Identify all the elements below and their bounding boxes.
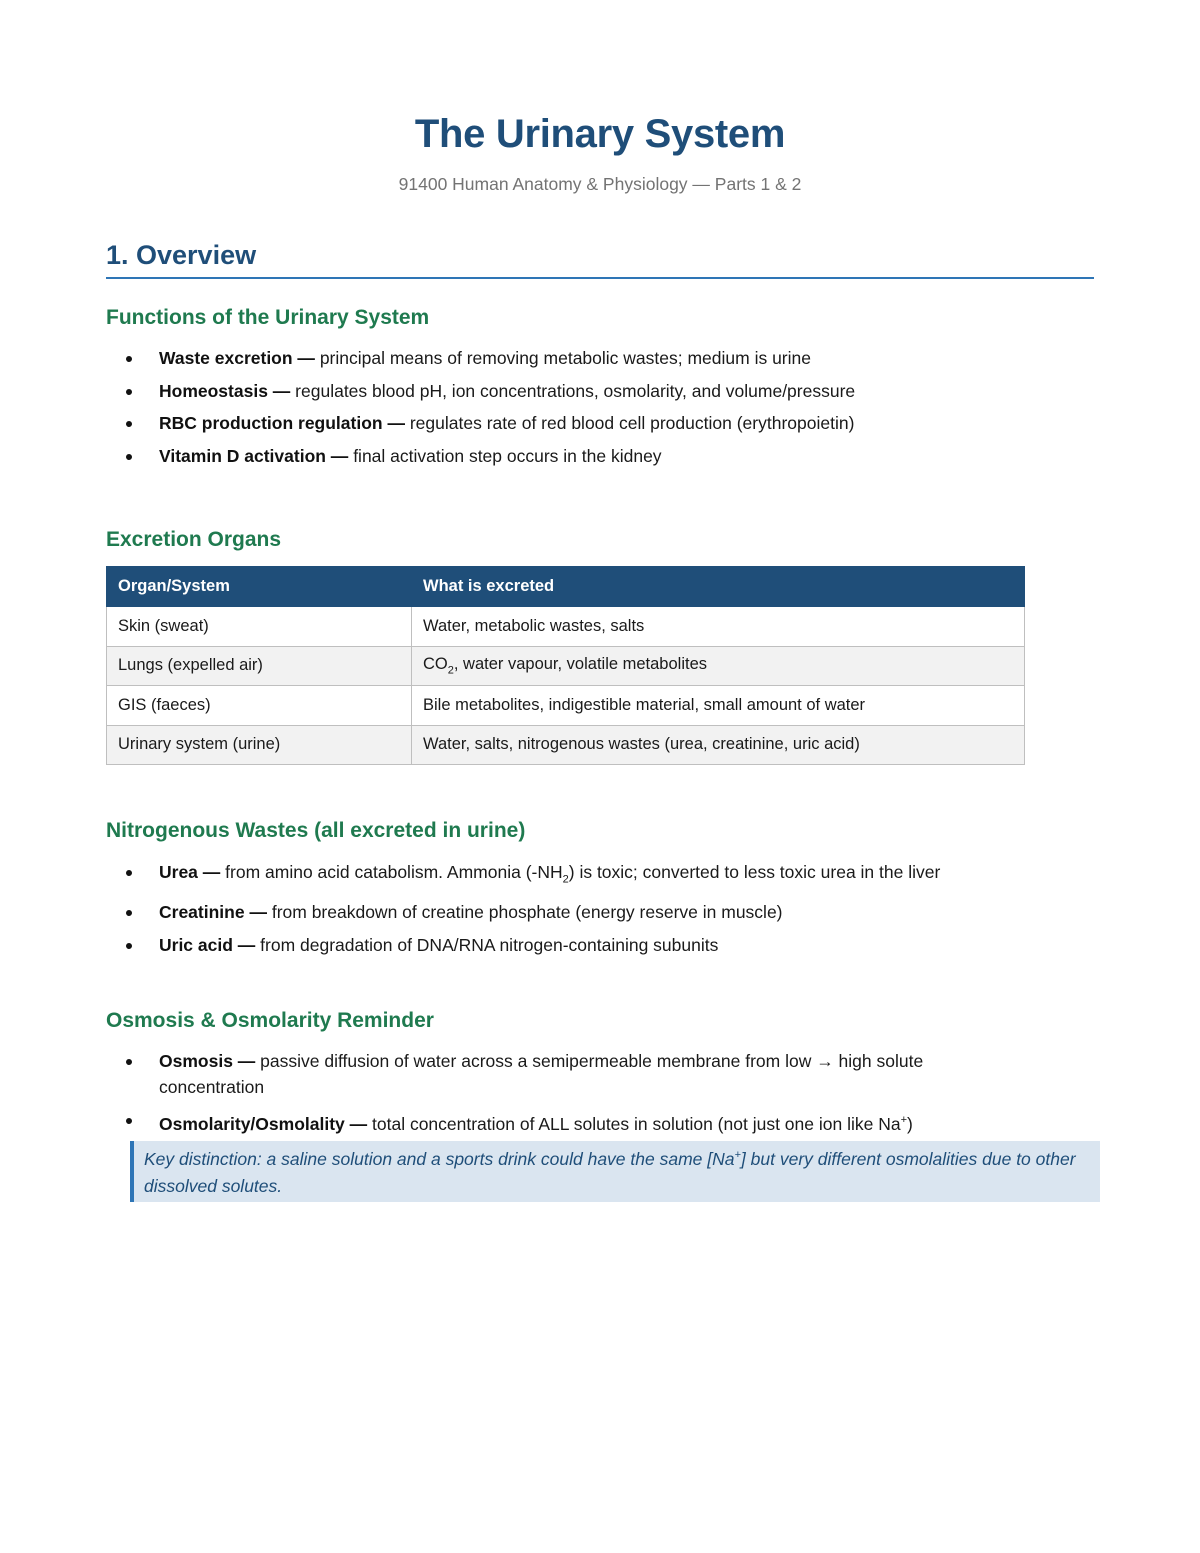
functions-list: [106, 345, 1066, 475]
table-cell-organ: Lungs (expelled air): [107, 646, 412, 686]
list-item: [106, 410, 1066, 436]
list-item: [106, 345, 1066, 371]
bullet-icon: [126, 870, 132, 876]
column-header: What is excreted: [412, 567, 1025, 607]
list-item: [106, 443, 1066, 469]
document-subtitle: 91400 Human Anatomy & Physiology — Parts 1 & 2: [398, 174, 802, 194]
subscript: 2: [562, 873, 569, 886]
excretion-table: [106, 566, 1025, 765]
functions-heading: Functions of the Urinary System: [106, 306, 430, 329]
bullet-icon: [126, 389, 132, 395]
item-term: Urea —: [159, 862, 221, 882]
item-text: regulates rate of red blood cell production (erythropoietin): [409, 413, 855, 433]
table-cell-excreted: [412, 646, 1025, 686]
list-item: [106, 899, 1066, 925]
superscript: +: [900, 1113, 908, 1126]
item-text: from breakdown of creatine phosphate (energy reserve in muscle): [271, 902, 783, 922]
list-item: [106, 859, 1066, 893]
item-text: passive diffusion of water across a semipermeable membrane from low → high solute concentration: [159, 1051, 924, 1097]
item-term: Vitamin D activation —: [159, 445, 349, 466]
superscript: +: [734, 1149, 741, 1161]
bullet-icon: [126, 356, 132, 362]
bullet-icon: [126, 943, 132, 949]
cell-text: CO: [423, 655, 448, 674]
item-text: principal means of removing metabolic wastes; medium is urine: [319, 348, 811, 368]
subscript: 2: [447, 664, 454, 677]
bullet-icon: [126, 454, 132, 460]
osmosis-list: [106, 1048, 1066, 1143]
callout-text: ] but very different osmolalities due to other dissolved solutes.: [144, 1148, 1076, 1196]
item-text: ) is toxic; converted to less toxic urea in the liver: [568, 862, 941, 882]
item-term: Uric acid —: [159, 934, 256, 955]
list-item: [106, 1048, 1066, 1100]
item-term: Waste excretion —: [159, 348, 315, 368]
table-row: [107, 725, 1025, 765]
list-item: [106, 932, 1066, 958]
table-cell-excreted: Bile metabolites, indigestible material, small amount of water: [412, 686, 1025, 726]
table-row: [107, 646, 1025, 686]
nitrogenous-list: [106, 859, 1066, 964]
column-header: Organ/System: [107, 567, 412, 607]
list-item: [106, 378, 1066, 404]
table-row: [107, 686, 1025, 726]
nitrogenous-heading: Nitrogenous Wastes (all excreted in urine): [106, 819, 526, 842]
bullet-icon: [126, 910, 132, 916]
section-heading-overview: 1. Overview: [106, 240, 1094, 279]
cell-text: , water vapour, volatile metabolites: [453, 655, 708, 674]
item-text: regulates blood pH, ion concentrations, osmolarity, and volume/pressure: [295, 380, 856, 401]
item-term: Creatinine —: [159, 902, 267, 922]
bullet-icon: [126, 421, 132, 427]
excretion-heading: Excretion Organs: [106, 528, 282, 551]
osmosis-heading: Osmosis & Osmolarity Reminder: [106, 1009, 434, 1032]
item-text: from degradation of DNA/RNA nitrogen-containing subunits: [260, 934, 719, 955]
item-text: total concentration of ALL solutes in solution (not just one ion like Na: [372, 1113, 901, 1134]
callout-text: Key distinction: a saline solution and a sports drink could have the same [Na: [144, 1148, 735, 1169]
document-title: The Urinary System: [414, 112, 786, 156]
item-text: from amino acid catabolism. Ammonia (-NH: [225, 862, 563, 882]
item-term: Osmosis —: [159, 1051, 256, 1071]
table-cell-organ: Urinary system (urine): [107, 725, 412, 765]
item-term: RBC production regulation —: [159, 413, 405, 433]
table-cell-excreted: Water, metabolic wastes, salts: [412, 607, 1025, 647]
item-term: Homeostasis —: [159, 380, 291, 401]
table-header-row: [107, 567, 1025, 607]
list-item: [106, 1107, 1066, 1137]
table-cell-organ: GIS (faeces): [107, 686, 412, 726]
item-text: final activation step occurs in the kidney: [353, 445, 662, 466]
table-cell-excreted: Water, salts, nitrogenous wastes (urea, creatinine, uric acid): [412, 725, 1025, 765]
table-row: [107, 607, 1025, 647]
item-term: Osmolarity/Osmolality —: [159, 1113, 368, 1134]
table-cell-organ: Skin (sweat): [107, 607, 412, 647]
bullet-icon: [126, 1059, 132, 1065]
bullet-icon: [126, 1118, 132, 1124]
key-distinction-callout: [130, 1141, 1100, 1202]
item-text: ): [907, 1113, 913, 1134]
